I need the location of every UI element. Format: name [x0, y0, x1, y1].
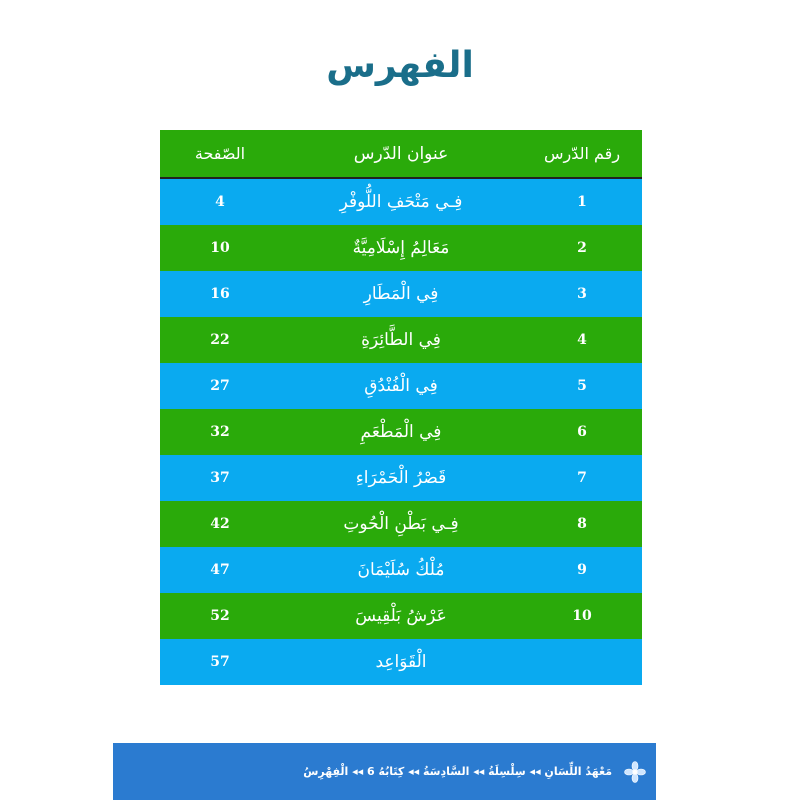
table-row[interactable]	[160, 547, 642, 593]
header-lesson-number: رقم الدّرس	[543, 144, 621, 163]
table-row[interactable]	[160, 455, 642, 501]
lesson-title: فِـي مَتْحَفِ اللُّوفْرِ	[339, 192, 463, 212]
header-lesson-title: عنوان الدّرس	[353, 143, 449, 164]
page-number: 16	[210, 286, 230, 302]
page-number: 52	[210, 608, 230, 624]
table-row[interactable]	[160, 409, 642, 455]
page-number: 22	[210, 332, 230, 348]
table-row[interactable]	[160, 593, 642, 639]
header-page: الصّفحة	[194, 144, 246, 163]
lesson-title: قَصْرُ الْحَمْرَاءِ	[355, 468, 447, 488]
footer-breadcrumb: مَعْهَدُ اللِّسَانِ ◂◂ سِلْسِلَةُ ◂◂ السَّادِسَةُ ◂◂ كِتَابُهُ 6 ◂◂ الْفِهْرِسُ	[303, 765, 612, 778]
table-header	[160, 130, 642, 179]
lesson-title: فِي الْمَطَارِ	[363, 284, 439, 304]
table-row[interactable]	[160, 179, 642, 225]
lesson-number: 8	[577, 516, 587, 532]
lesson-title: فِي الطَّائِرَةِ	[361, 330, 441, 350]
flower-logo-icon	[624, 761, 646, 783]
lesson-title: عَرْشُ بَلْقِيسَ	[355, 606, 447, 626]
lesson-title: فِـي بَطْنِ الْحُوتِ	[343, 514, 459, 534]
lesson-number: 5	[577, 378, 587, 394]
footer-bar	[113, 743, 656, 800]
page-number: 4	[215, 194, 225, 210]
table-row[interactable]	[160, 639, 642, 685]
lesson-title: فِي الْمَطْعَمِ	[360, 422, 442, 442]
table-row[interactable]	[160, 317, 642, 363]
page-number: 10	[210, 240, 230, 256]
lesson-number: 7	[577, 470, 587, 486]
lesson-title: مُلْكُ سُلَيْمَانَ	[357, 560, 445, 580]
page-number: 57	[210, 654, 230, 670]
page-number: 27	[210, 378, 230, 394]
table-row[interactable]	[160, 363, 642, 409]
lesson-title: الْقَوَاعِد	[375, 652, 427, 672]
page-number: 37	[210, 470, 230, 486]
page-number: 47	[210, 562, 230, 578]
lesson-number: 3	[577, 286, 587, 302]
lesson-title: مَعَالِمُ إِسْلَامِيَّةٌ	[352, 238, 450, 258]
page-number: 42	[210, 516, 230, 532]
lesson-number: 6	[577, 424, 587, 440]
lesson-number: 2	[577, 240, 587, 256]
lesson-number: 9	[577, 562, 587, 578]
table-row[interactable]	[160, 225, 642, 271]
lesson-number: 4	[577, 332, 587, 348]
lesson-title: فِي الْفُنْدُقِ	[364, 376, 438, 396]
lesson-number: 1	[577, 194, 587, 210]
page-title: الفهرس	[326, 45, 474, 86]
page-number: 32	[210, 424, 230, 440]
lesson-number: 10	[572, 608, 592, 624]
table-row[interactable]	[160, 501, 642, 547]
table-row[interactable]	[160, 271, 642, 317]
table-of-contents	[160, 130, 642, 685]
